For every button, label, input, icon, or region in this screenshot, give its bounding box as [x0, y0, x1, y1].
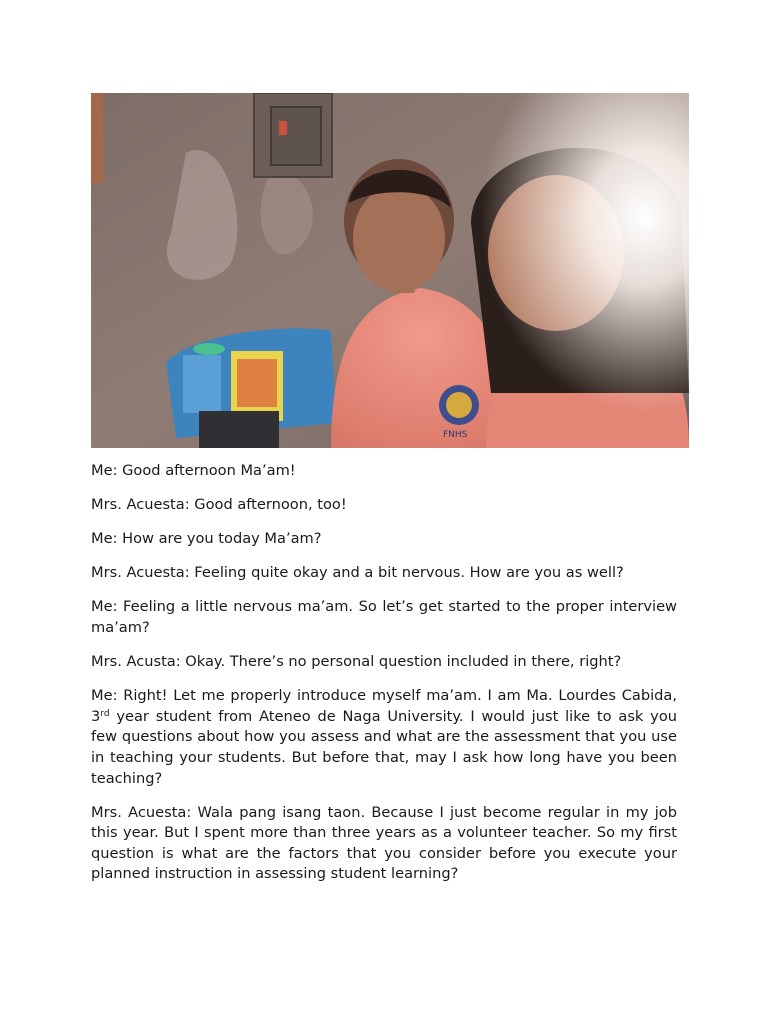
dialogue-line: Mrs. Acusta: Okay. There’s no personal question included in there, right?	[91, 653, 622, 671]
dialogue-line: Mrs. Acuesta: Good afternoon, too!	[91, 496, 347, 514]
dialogue-line: Mrs. Acuesta: Wala pang isang taon. Because I just become regular in my job this year. But I spent more than three years as a volunteer teacher. So my first question is what are the factors that you consider before you execute your planned instruction in assessing student learning?	[91, 803, 677, 883]
interview-photo	[91, 93, 689, 448]
dialogue-text: year student from Ateneo de Naga University. I would just like to ask you few questions about how you assess and what are the assessment that you use in teaching your students. But before that, may I ask how long have you been teaching?	[91, 707, 677, 787]
ordinal-suffix: rd	[100, 708, 110, 719]
dialogue-line: Mrs. Acuesta: Feeling quite okay and a bit nervous. How are you as well?	[91, 564, 624, 582]
dialogue-line: Me: How are you today Ma’am?	[91, 530, 322, 548]
dialogue-line: Me: Good afternoon Ma’am!	[91, 462, 296, 479]
interview-transcript	[91, 461, 677, 899]
dialogue-line: Me: Feeling a little nervous ma’am. So let’s get started to the proper interview ma’am?	[91, 598, 677, 636]
dialogue-text: Me: Right! Let me properly introduce myself ma’am. I am Ma. Lourdes Cabida, 3	[91, 687, 677, 725]
dialogue-line	[91, 686, 677, 789]
photo-illustration	[91, 93, 689, 448]
